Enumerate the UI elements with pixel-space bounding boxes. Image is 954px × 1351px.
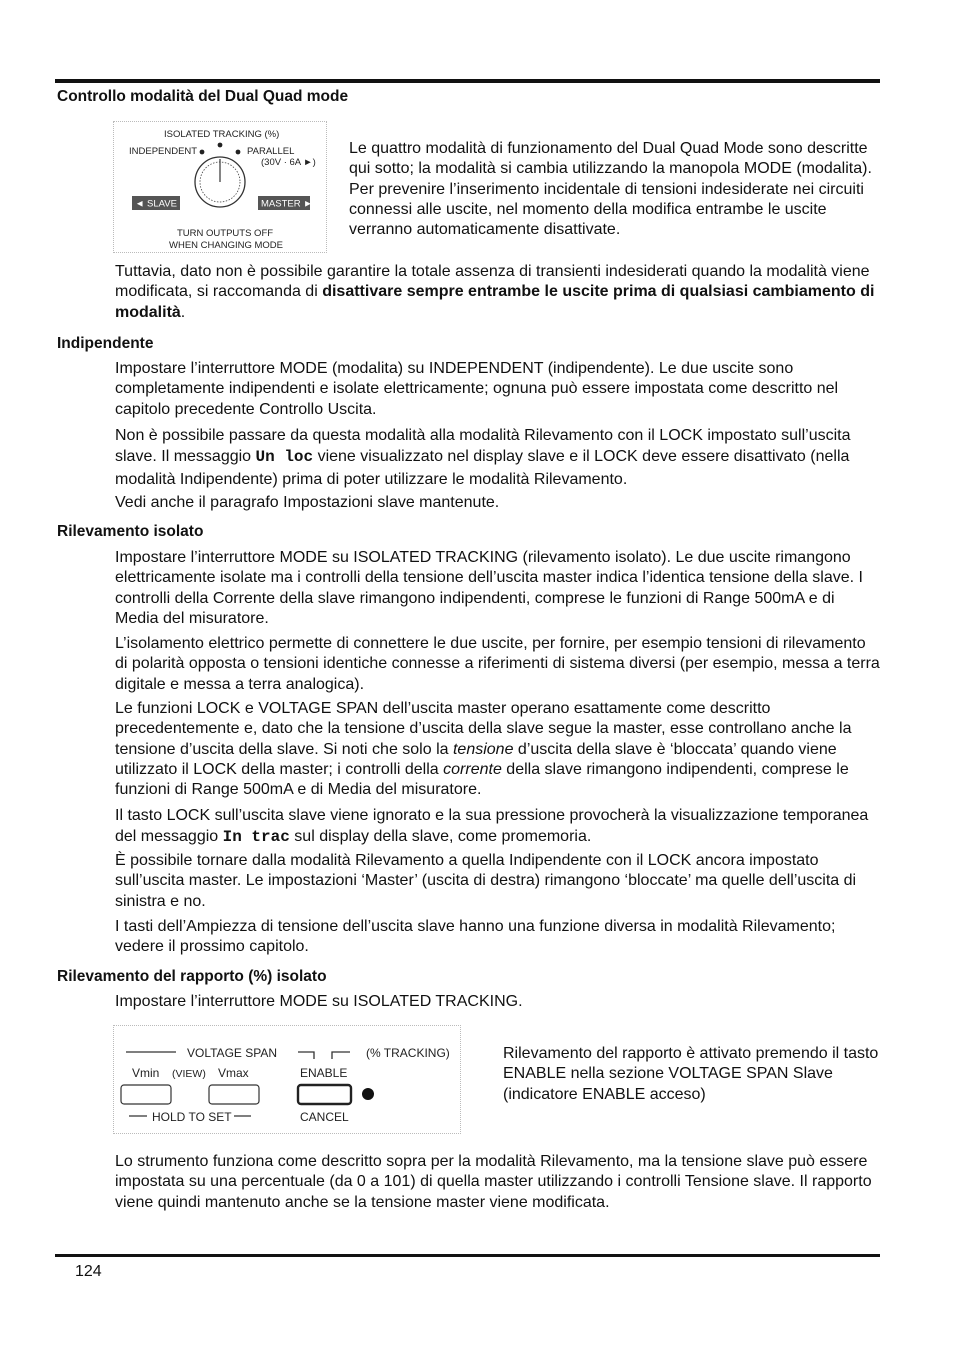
enable-label: ENABLE xyxy=(300,1066,348,1080)
independent-p3: Vedi anche il paragrafo Impostazioni slave mantenute. xyxy=(115,494,500,511)
dial-dot-tracking xyxy=(218,143,223,148)
dial-bottom-line2: WHEN CHANGING MODE xyxy=(169,240,283,251)
vmin-button[interactable] xyxy=(121,1085,171,1104)
isolated-p1: Impostare l’interruttore MODE su ISOLATED TRACKING (rilevamento isolato). Le due uscite rimangono elettricamente isolate ma i controlli della tensione dell’uscita master indica l’identica tensione della slave. I controlli della Corrente della slave rimangono indipendenti, comprese le funzioni di Range 500mA e di Media del misuratore. xyxy=(115,549,863,627)
cancel-label: CANCEL xyxy=(300,1110,349,1124)
voltage-span-figure xyxy=(113,1025,461,1134)
top-rule xyxy=(55,79,880,83)
isolated-p3: Le funzioni LOCK e VOLTAGE SPAN dell’uscita master operano esattamente come descritto precedentemente e, dato che la tensione d’uscita della slave segue la master, esse controllano anche la tensione d’uscita della slave. Si noti che solo la tensione d’uscita della slave è ‘bloccata’ quando viene utilizzato il LOCK della master; i controlli della corrente della slave rimangono indipendenti, comprese le funzioni di Range 500mA e di Media del misuratore. xyxy=(115,700,852,799)
span-bracket-left xyxy=(298,1052,314,1059)
enable-indicator-led xyxy=(362,1088,374,1100)
ratio-side-text: Rilevamento del rapporto è attivato premendo il tasto ENABLE nella sezione VOLTAGE SPAN Slave (indicatore ENABLE acceso) xyxy=(503,1045,879,1103)
independent-p1: Impostare l’interruttore MODE (modalita) su INDEPENDENT (indipendente). Le due uscite sono completamente indipendenti e isolate elettricamente; ognuna può essere impostata come descritto nel capitolo precedente Controllo Uscita. xyxy=(115,360,839,418)
master-label: MASTER ► xyxy=(261,198,313,210)
vmax-label: Vmax xyxy=(218,1066,249,1080)
independent-p2: Non è possibile passare da questa modalità alla modalità Rilevamento con il LOCK impostato sull’uscita slave. Il messaggio Un loc viene visualizzato nel display slave e il LOCK deve essere disattivato (nella modalità Indipendente) prima di poter utilizzare le modalità Rilevamento. xyxy=(115,427,851,488)
dial-dot-parallel xyxy=(236,150,241,155)
heading-isolated: Rilevamento isolato xyxy=(57,523,204,540)
dial-right-sub: (30V · 6A ►) xyxy=(261,157,316,168)
ratio-p2: Lo strumento funziona come descritto sopra per la modalità Rilevamento, ma la tensione slave può essere impostata su una percentuale (da 0 a 101) di quella master utilizzando i controlli Tensione slave. Il rapporto viene quindi mantenuto anche se la tensione master viene modificata. xyxy=(115,1153,872,1211)
voltage-span-label: VOLTAGE SPAN xyxy=(187,1046,278,1060)
vmax-button[interactable] xyxy=(209,1085,259,1104)
span-bracket-right xyxy=(332,1052,350,1059)
isolated-p2: L’isolamento elettrico permette di connettere le due uscite, per fornire, per esempio tensioni di rilevamento di polarità opposta o tensioni identiche connesse a riferimenti di sistema diversi (per esempio, messa a terra digitale e messa a terra analogica). xyxy=(115,635,880,693)
ratio-p1: Impostare l’interruttore MODE su ISOLATED TRACKING. xyxy=(115,993,523,1010)
dial-bottom-line1: TURN OUTPUTS OFF xyxy=(177,228,274,239)
dial-dot-independent xyxy=(200,150,205,155)
page-number: 124 xyxy=(75,1263,102,1280)
dial-left-label: INDEPENDENT xyxy=(129,146,198,157)
dial-top-label: ISOLATED TRACKING (%) xyxy=(164,129,280,140)
dial-right-label: PARALLEL xyxy=(247,146,295,157)
bottom-rule xyxy=(55,1254,880,1257)
view-label: (VIEW) xyxy=(172,1068,206,1080)
intro-warning: Tuttavia, dato non è possibile garantire la totale assenza di transienti indesiderati quando la modalità viene modificata, si raccomanda di disattivare sempre entrambe le uscite prima di qualsiasi cambiamento di modalità. xyxy=(115,263,875,321)
heading-independent: Indipendente xyxy=(57,335,154,352)
isolated-p5: È possibile tornare dalla modalità Rilevamento a quella Indipendente con il LOCK ancora impostato sull’uscita master. Le impostazioni ‘Master’ (uscita di destra) rimangono ‘bloccate’ ma quelle dell’uscita di sinistra e no. xyxy=(115,852,857,910)
heading-ratio: Rilevamento del rapporto (%) isolato xyxy=(57,968,327,985)
section-title: Controllo modalità del Dual Quad mode xyxy=(57,88,349,105)
vmin-label: Vmin xyxy=(132,1066,160,1080)
intro-text: Le quattro modalità di funzionamento del Dual Quad Mode sono descritte qui sotto; la modalità si cambia utilizzando la manopola MODE (modalita). Per prevenire l’inserimento incidentale di tensioni indesiderate nei circuiti connessi alle uscite, nel momento della modifica entrambe le uscite verranno automaticamente disattivate. xyxy=(349,140,872,239)
tracking-label: (% TRACKING) xyxy=(366,1046,450,1060)
isolated-p6: I tasti dell’Ampiezza di tensione dell’uscita slave hanno una funzione diversa in modalità Rilevamento; vedere il prossimo capitolo. xyxy=(115,918,836,956)
slave-label: ◄ SLAVE xyxy=(135,198,177,210)
mode-dial-figure xyxy=(113,121,327,253)
enable-button[interactable] xyxy=(298,1085,351,1104)
isolated-p4: Il tasto LOCK sull’uscita slave viene ignorato e la sua pressione provocherà la visualizzazione temporanea del messaggio In trac sul display della slave, come promemoria. xyxy=(115,807,869,846)
hold-to-set-label: HOLD TO SET xyxy=(152,1110,232,1124)
